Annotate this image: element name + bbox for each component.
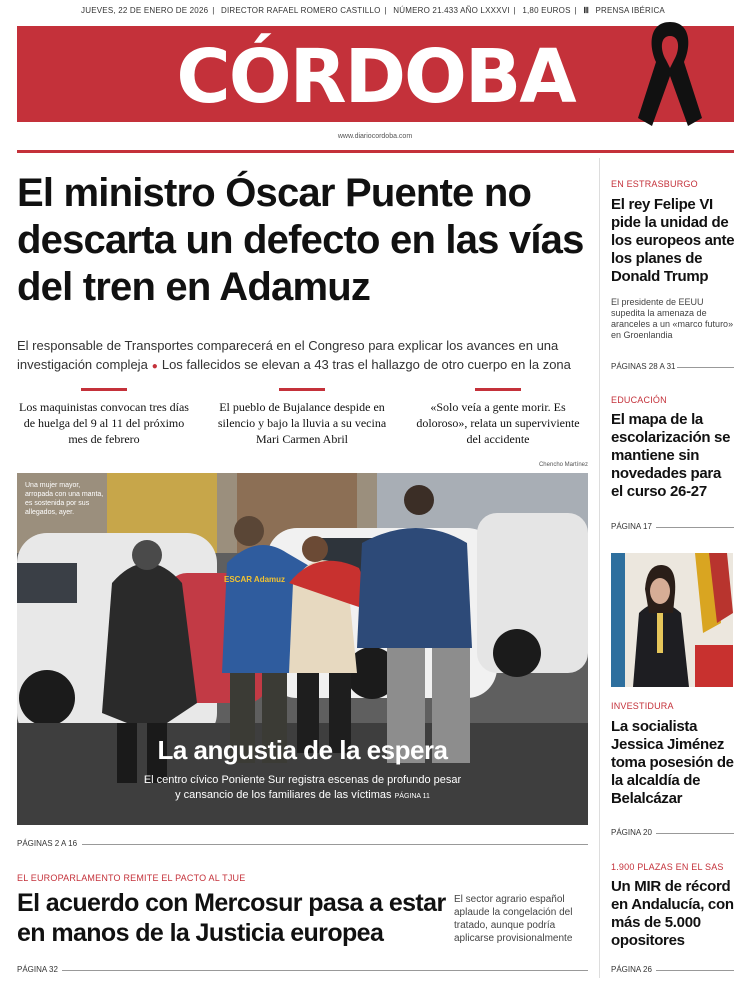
issue-number: NÚMERO 21.433 AÑO LXXXVI [393, 6, 510, 15]
lead-headline[interactable]: El ministro Óscar Puente no descarta un defecto en las vías del tren en Adamuz [17, 171, 584, 309]
photo-credit: Chencho Martínez [538, 462, 588, 468]
publisher-group: Ⅲ PRENSA IBÉRICA [583, 6, 665, 15]
photo-small-caption: Una mujer mayor, arropada con una manta, es sostenida por sus allegados, ayer. [25, 482, 104, 516]
lead-summary-2: Los fallecidos se elevan a 43 tras el hallazgo de otro cuerpo en la zona [161, 357, 571, 372]
sidebar-pages-2[interactable]: PÁGINA 17 [611, 522, 652, 531]
price: 1,80 EUROS [522, 6, 571, 15]
sidebar-kicker-2: EDUCACIÓN [611, 395, 667, 405]
lead-pages[interactable]: PÁGINAS 2 A 16 [17, 839, 78, 848]
sub-story-3[interactable]: «Solo veía a gente morir. Es doloroso», relata un superviviente del accidente [408, 388, 588, 447]
website-url[interactable]: www.diariocordoba.com [337, 133, 413, 140]
top-info-bar: JUEVES, 22 DE ENERO DE 2026 | DIRECTOR RAFAEL ROMERO CASTILLO | NÚMERO 21.433 AÑO LXXXVI | 1,80 EUROS | Ⅲ PRENSA IBÉRICA [0, 6, 750, 15]
mourning-ribbon-icon [634, 14, 706, 134]
bottom-story-pages[interactable]: PÁGINA 32 [17, 965, 58, 974]
bottom-story-headline[interactable]: El acuerdo con Mercosur pasa a estar en manos de la Justicia europea [17, 889, 446, 947]
bottom-story-aside: El sector agrario español aplaude la congelación del tratado, aunque podría aplicarse provisionalmente [454, 894, 573, 944]
sub-story-1[interactable]: Los maquinistas convocan tres días de huelga del 9 al 11 del próximo mes de febrero [14, 388, 194, 447]
bottom-story-kicker: EL EUROPARLAMENTO REMITE EL PACTO AL TJUE [17, 873, 246, 883]
publisher-mark-icon: Ⅲ [583, 6, 590, 15]
sidebar-pages-1[interactable]: PÁGINAS 28 A 31 [611, 362, 676, 371]
sidebar-kicker-3: INVESTIDURA [611, 701, 674, 711]
photo-title[interactable]: La angustia de la espera [157, 735, 448, 765]
masthead-divider [17, 150, 734, 153]
sidebar-pages-4[interactable]: PÁGINA 26 [611, 965, 652, 974]
lead-photo[interactable] [17, 473, 588, 825]
lead-summary-1: El responsable de Transportes comparecerá en el Congreso para explicar los avances en una investigación compleja [17, 338, 559, 372]
sidebar-headline-4[interactable]: Un MIR de récord en Andalucía, con más de 5.000 opositores [611, 878, 734, 949]
sidebar-kicker-4: 1.900 PLAZAS EN EL SAS [611, 862, 724, 872]
newspaper-logo[interactable]: CÓRDOBA [176, 34, 575, 120]
sub-story-2[interactable]: El pueblo de Bujalance despide en silencio y bajo la lluvia a su vecina Mari Carmen Abril [212, 388, 392, 447]
sidebar-text-1: El presidente de EEUU supedita la amenaza de aranceles a un «marco futuro» en Groenlandia [611, 297, 734, 340]
photo-page-ref: PÁGINA 11 [394, 793, 430, 800]
sidebar-photo-illustration [611, 553, 733, 687]
director: DIRECTOR RAFAEL ROMERO CASTILLO [220, 6, 381, 15]
issue-date: JUEVES, 22 DE ENERO DE 2026 [81, 6, 209, 15]
photo-subtitle: El centro cívico Poniente Sur registra escenas de profundo pesar y cansancio de los familiares de las víctimas PÁGINA 11 [143, 774, 462, 801]
sidebar-headline-1[interactable]: El rey Felipe VI pide la unidad de los europeos ante los planes de Donald Trump [611, 196, 735, 285]
sidebar-headline-3[interactable]: La socialista Jessica Jiménez toma posesión de la alcaldía de Belalcázar [611, 718, 734, 807]
masthead [17, 26, 734, 122]
jacket-text: ESCAR Adamuz [224, 575, 286, 584]
bullet-icon: ● [151, 361, 158, 372]
sidebar-pages-3[interactable]: PÁGINA 20 [611, 828, 652, 837]
sidebar-headline-2[interactable]: El mapa de la escolarización se mantiene sin novedades para el curso 26-27 [611, 411, 731, 500]
sidebar-kicker-1: EN ESTRASBURGO [611, 179, 698, 189]
sidebar-photo[interactable] [611, 553, 733, 687]
lead-summary [17, 336, 597, 376]
